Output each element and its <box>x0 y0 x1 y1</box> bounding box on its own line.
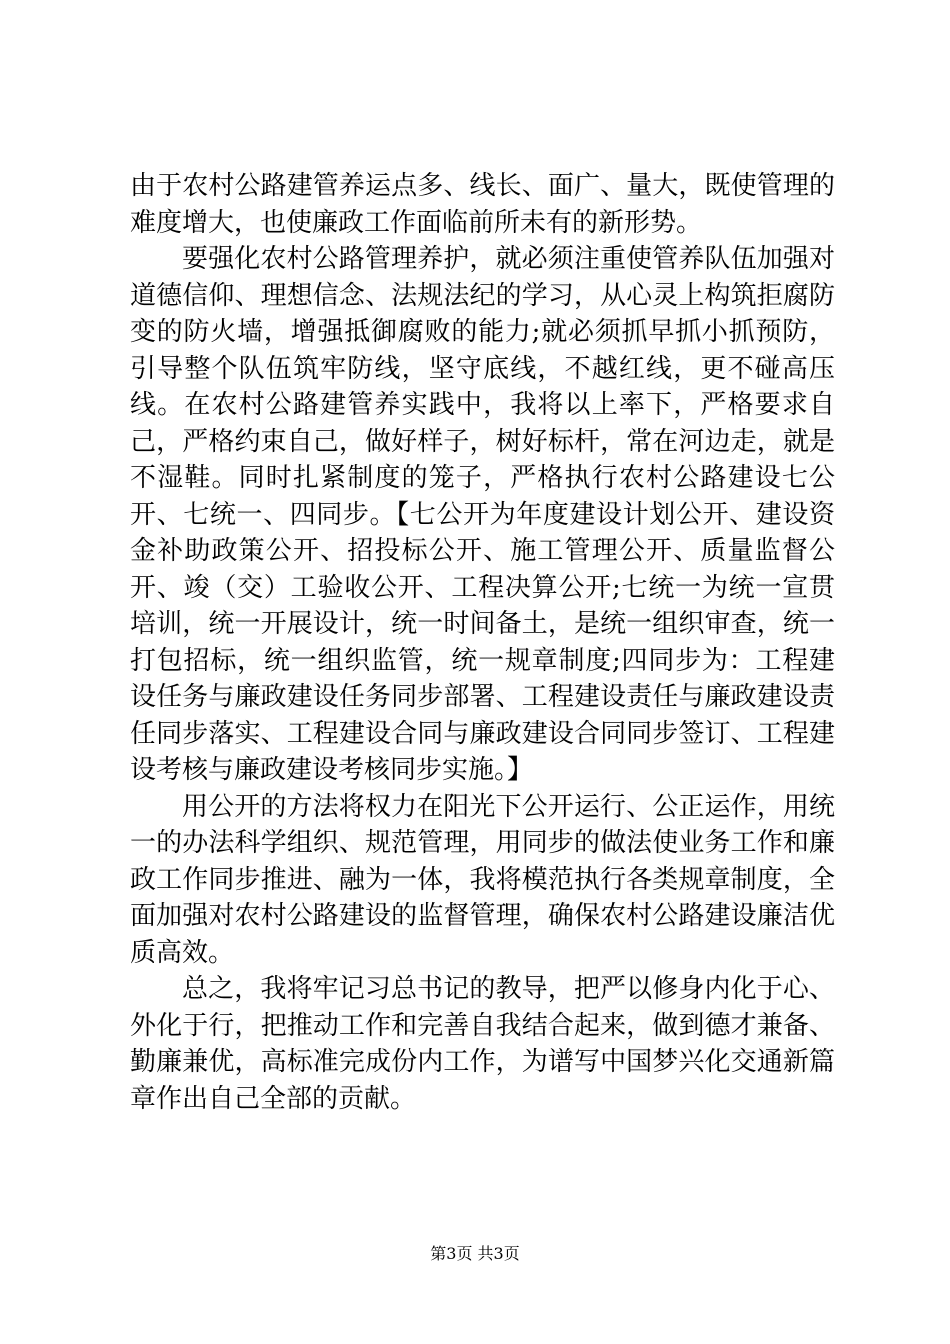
document-body <box>130 168 835 1117</box>
page-footer: 第3页 共3页 <box>430 1244 520 1263</box>
paragraph-1: 由于农村公路建管养运点多、线长、面广、量大，既使管理的难度增大，也使廉政工作面临前所未有的新形势。 <box>130 171 835 238</box>
paragraph-3: 用公开的方法将权力在阳光下公开运行、公正运作，用统一的办法科学组织、规范管理，用同步的做法使业务工作和廉政工作同步推进、融为一体，我将模范执行各类规章制度，全面加强对农村公路建设的监督管理，确保农村公路建设廉洁优质高效。 <box>130 791 835 968</box>
paragraph-4: 总之，我将牢记习总书记的教导，把严以修身内化于心、外化于行，把推动工作和完善自我结合起来，做到德才兼备、勤廉兼优，高标准完成份内工作，为谱写中国梦兴化交通新篇章作出自己全部的贡献。 <box>130 974 835 1114</box>
paragraph-2: 要强化农村公路管理养护，就必须注重使管养队伍加强对道德信仰、理想信念、法规法纪的学习，从心灵上构筑拒腐防变的防火墙，增强抵御腐败的能力;就必须抓早抓小抓预防，引导整个队伍筑牢防线，坚守底线，不越红线，更不碰高压线。在农村公路建管养实践中，我将以上率下，严格要求自己，严格约束自己，做好样子，树好标杆，常在河边走，就是不湿鞋。同时扎紧制度的笼子，严格执行农村公路建设七公开、七统一、四同步。【七公开为年度建设计划公开、建设资金补助政策公开、招投标公开、施工管理公开、质量监督公开、竣（交）工验收公开、工程决算公开;七统一为统一宣贯培训，统一开展设计，统一时间备土，是统一组织审查，统一打包招标，统一组织监管，统一规章制度;四同步为：工程建设任务与廉政建设任务同步部署、工程建设责任与廉政建设责任同步落实、工程建设合同与廉政建设合同同步签订、工程建设考核与廉政建设考核同步实施。】 <box>130 244 835 785</box>
